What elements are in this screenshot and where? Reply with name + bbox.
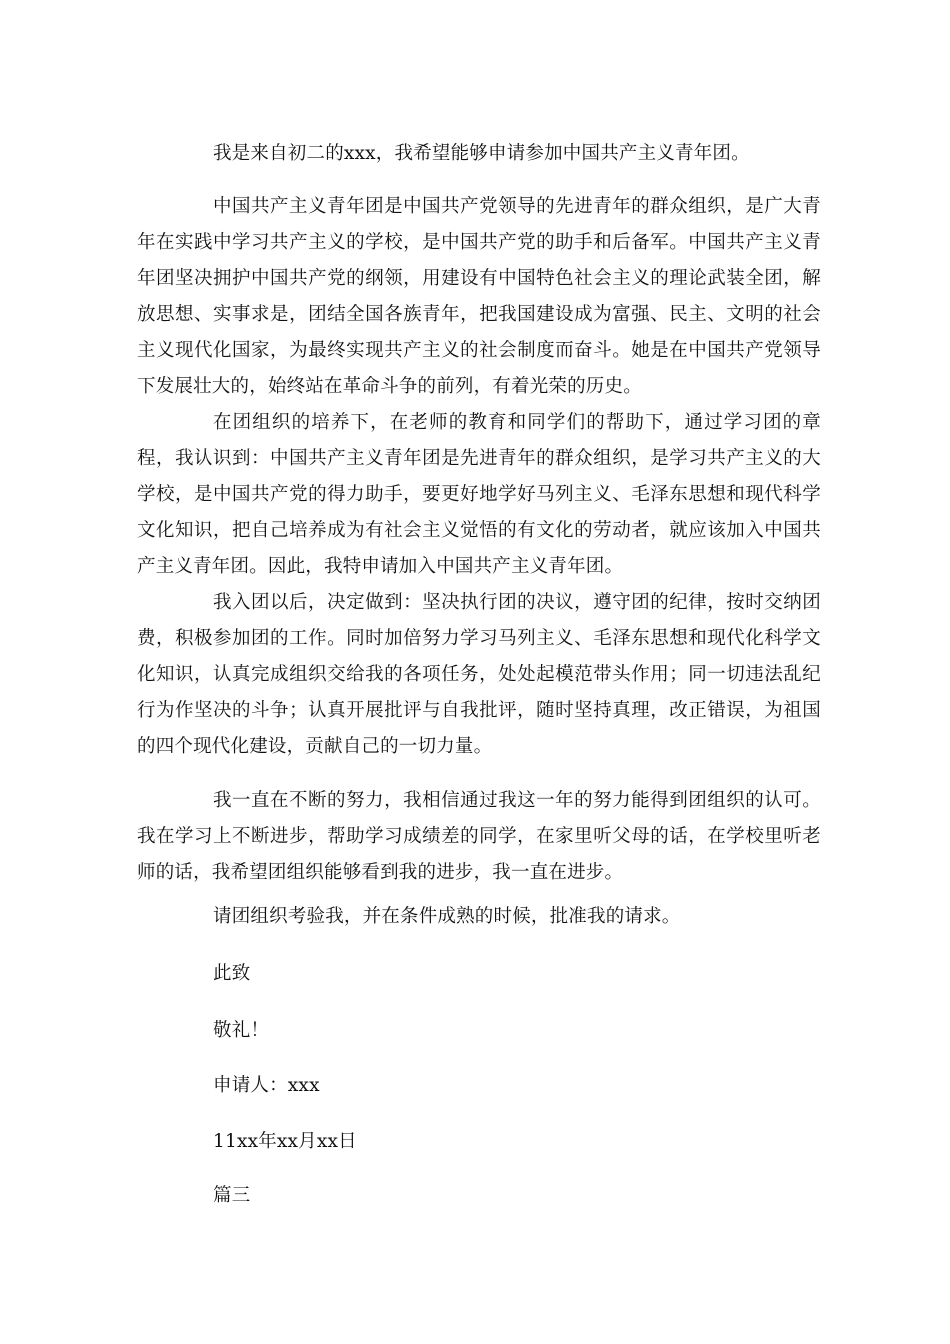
paragraph-understanding: 在团组织的培养下，在老师的教育和同学们的帮助下，通过学习团的章程，我认识到：中国共产主义青年团是先进青年的群众组织，是学习共产主义的大学校，是中国共产党的得力助手，要更好地学好马列主义、毛泽东思想和现代科学文化知识，把自己培养成为有社会主义觉悟的有文化的劳动者，就应该加入中国共产主义青年团。因此，我特申请加入中国共产主义青年团。: [137, 412, 821, 577]
paragraph-commitments: 我入团以后，决定做到：坚决执行团的决议，遵守团的纪律，按时交纳团费，积极参加团的工作。同时加倍努力学习马列主义、毛泽东思想和现代化科学文化知识，认真完成组织交给我的各项任务，处处起模范带头作用；同一切违法乱纪行为作坚决的斗争；认真开展批评与自我批评，随时坚持真理，改正错误，为祖国的四个现代化建设，贡献自己的一切力量。: [137, 592, 821, 757]
date-line: 11xx年xx月xx日: [213, 1131, 357, 1152]
paragraph-intro: 我是来自初二的xxx，我希望能够申请参加中国共产主义青年团。: [213, 143, 750, 164]
paragraph-league-description: 中国共产主义青年团是中国共产党领导的先进青年的群众组织，是广大青年在实践中学习共产主义的学校，是中国共产党的助手和后备军。中国共产主义青年团坚决拥护中国共产党的纲领，用建设有中国特色社会主义的理论武装全团，解放思想、实事求是，团结全国各族青年，把我国建设成为富强、民主、文明的社会主义现代化国家，为最终实现共产主义的社会制度而奋斗。她是在中国共产党领导下发展壮大的，始终站在革命斗争的前列，有着光荣的历史。: [137, 196, 821, 397]
paragraph-efforts: 我一直在不断的努力，我相信通过我这一年的努力能得到团组织的认可。我在学习上不断进步，帮助学习成绩差的同学，在家里听父母的话，在学校里听老师的话，我希望团组织能够看到我的进步，我一直在进步。: [137, 790, 821, 883]
section-heading: 篇三: [213, 1185, 251, 1206]
closing-line: 此致: [213, 963, 251, 984]
paragraph-request: 请团组织考验我，并在条件成熟的时候，批准我的请求。: [213, 906, 681, 927]
applicant-line: 申请人：xxx: [213, 1075, 320, 1096]
salute-line: 敬礼！: [213, 1020, 270, 1041]
